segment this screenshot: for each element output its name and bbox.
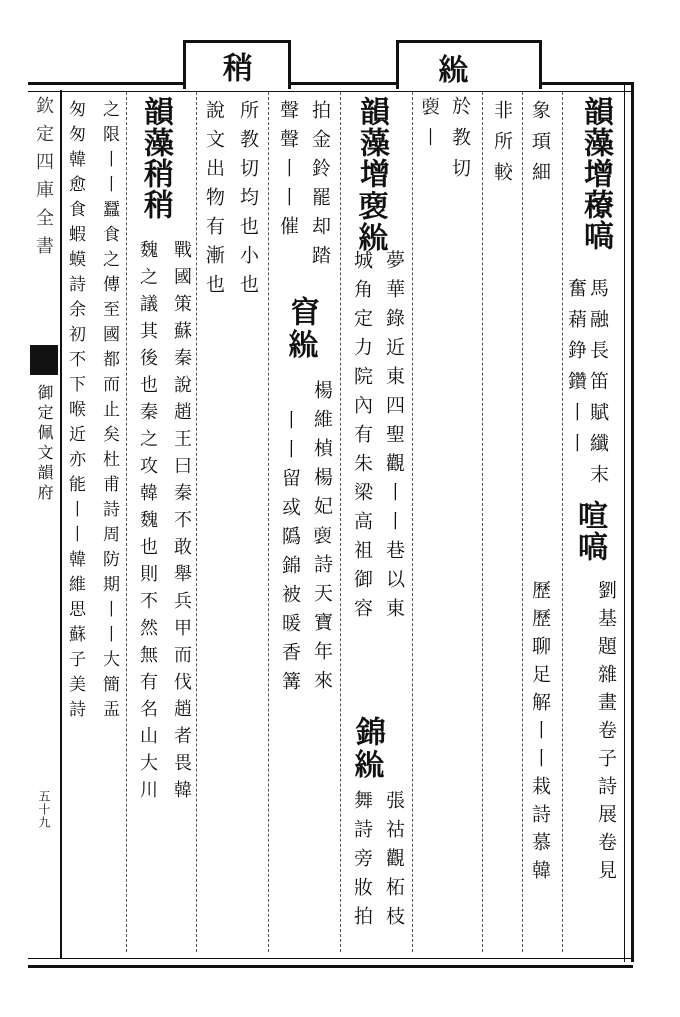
column-text: 魏之議其後也秦之攻韓魏也則不然無有名山大川 [137, 240, 158, 807]
column-heading: 韻藻稍稍 [138, 96, 173, 220]
column-text: 奮蕱錚鑽丨丨 [565, 278, 587, 464]
frame-right-border [624, 82, 634, 962]
margin-page-number: 五十九 [37, 790, 51, 829]
column-rule [126, 92, 127, 952]
column-text: 馬融長笛賦纖末 [587, 278, 609, 495]
column-rule [340, 92, 341, 952]
column-text: 歷歷聊足解丨丨栽詩慕韓 [529, 580, 551, 888]
column-rule [522, 92, 523, 952]
column-rule [562, 92, 563, 952]
column-text: 夢華錄近東四聖觀丨丨巷以東 [383, 250, 405, 627]
margin-black-block [30, 345, 58, 375]
tab-heading-shao: 稍 [217, 52, 252, 82]
column-text: 楊維楨楊妃𧛨詩天寶年來 [311, 380, 333, 699]
column-text: 劉基題雜畫卷子詩展卷見 [595, 580, 617, 888]
column-text: 拍金鈴罷却踏 [309, 100, 331, 274]
column-text: 戰國策蘇秦說趙王曰秦不敢舉兵甲而伐趙者畏韓 [171, 240, 192, 807]
column-rule [268, 92, 269, 952]
column-text: 城角定力院內有朱梁高祖御容 [351, 250, 373, 627]
column-text: 聲聲丨丨催 [277, 100, 299, 245]
column-text: 說文出物有漸也 [203, 100, 225, 303]
frame-bottom-border [28, 958, 633, 968]
column-text: 所教切均也小也 [237, 100, 259, 303]
column-text: 象頊細 [529, 100, 551, 193]
column-text: 張祜觀柘枝 [383, 790, 405, 935]
column-heading: 韻藻增𧛨𥿪 [354, 96, 389, 251]
margin-title: 欽定四庫全書 [33, 96, 54, 264]
column-rule [196, 92, 197, 952]
tab-heading-jiao: 𥿪 [434, 52, 469, 82]
frame-top-border [28, 82, 633, 92]
column-rule [482, 92, 483, 952]
column-heading: 窅𥿪 [284, 296, 319, 358]
column-heading: 韻藻增䕩嗃 [578, 96, 613, 251]
tab-gap [399, 82, 533, 90]
column-text: 丨丨留㦯䧦錦被暖香篝 [279, 410, 301, 700]
column-text: 非所較 [491, 100, 513, 193]
column-heading: 錦𥿪 [350, 716, 385, 778]
column-text: 舞詩旁妝拍 [351, 790, 373, 935]
column-text: 匆匆韓愈食蝦蟆詩余初不下喉近亦能丨丨韓維思蘇子美詩 [65, 100, 85, 725]
column-text: 𧛨丨 [419, 96, 441, 158]
tab-gap [186, 82, 282, 90]
column-text: 於教切 [449, 96, 471, 189]
column-rule [412, 92, 413, 952]
margin-book-title: 御定佩文韻府 [35, 384, 54, 504]
column-heading: 喧嗃 [572, 500, 607, 562]
column-text: 之限丨丨蠶食之傳至國都而止矣杜甫詩周防期丨丨大簡盂 [99, 100, 119, 725]
